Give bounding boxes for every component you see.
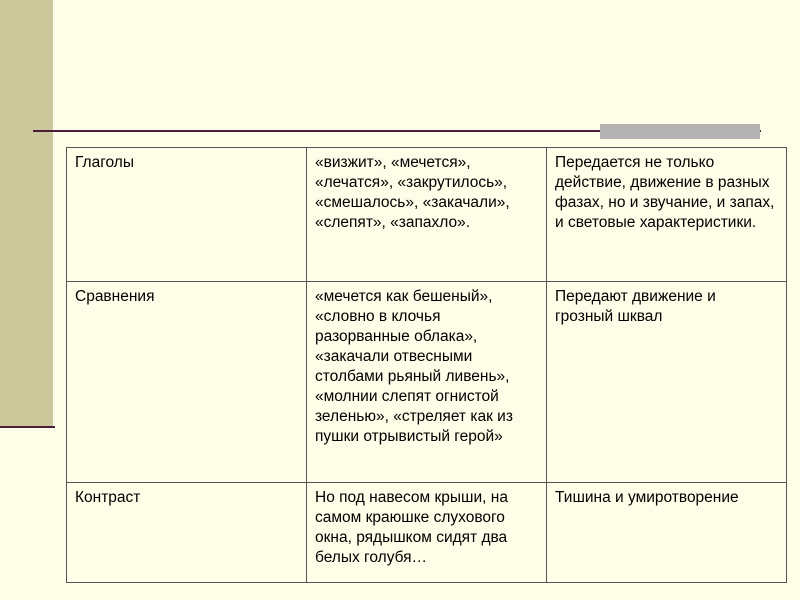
meaning-cell: Передается не только действие, движение в разных фазах, но и звучание, и запах, и световые характеристики. <box>547 148 787 282</box>
table-row <box>67 483 787 583</box>
table-row <box>67 148 787 282</box>
meaning-cell: Передают движение и грозный шквал <box>547 282 787 483</box>
title-divider-accent <box>600 124 760 139</box>
side-band-underline <box>0 426 55 428</box>
examples-cell: «мечется как бешеный», «словно в клочья разорванные облака», «закачали отвесными столбами рьяный ливень», «молнии слепят огнистой зеленью», «стреляет как из пушки отрывистый герой» <box>307 282 547 483</box>
category-cell: Сравнения <box>67 282 307 483</box>
category-cell: Контраст <box>67 483 307 583</box>
side-band <box>0 0 53 427</box>
meaning-cell: Тишина и умиротворение <box>547 483 787 583</box>
examples-cell: Но под навесом крыши, на самом краюшке слухового окна, рядышком сидят два белых голубя… <box>307 483 547 583</box>
analysis-table <box>66 147 787 583</box>
examples-cell: «визжит», «мечется», «лечатся», «закрутилось», «смешалось», «закачали», «слепят», «запахло». <box>307 148 547 282</box>
table-row <box>67 282 787 483</box>
category-cell: Глаголы <box>67 148 307 282</box>
